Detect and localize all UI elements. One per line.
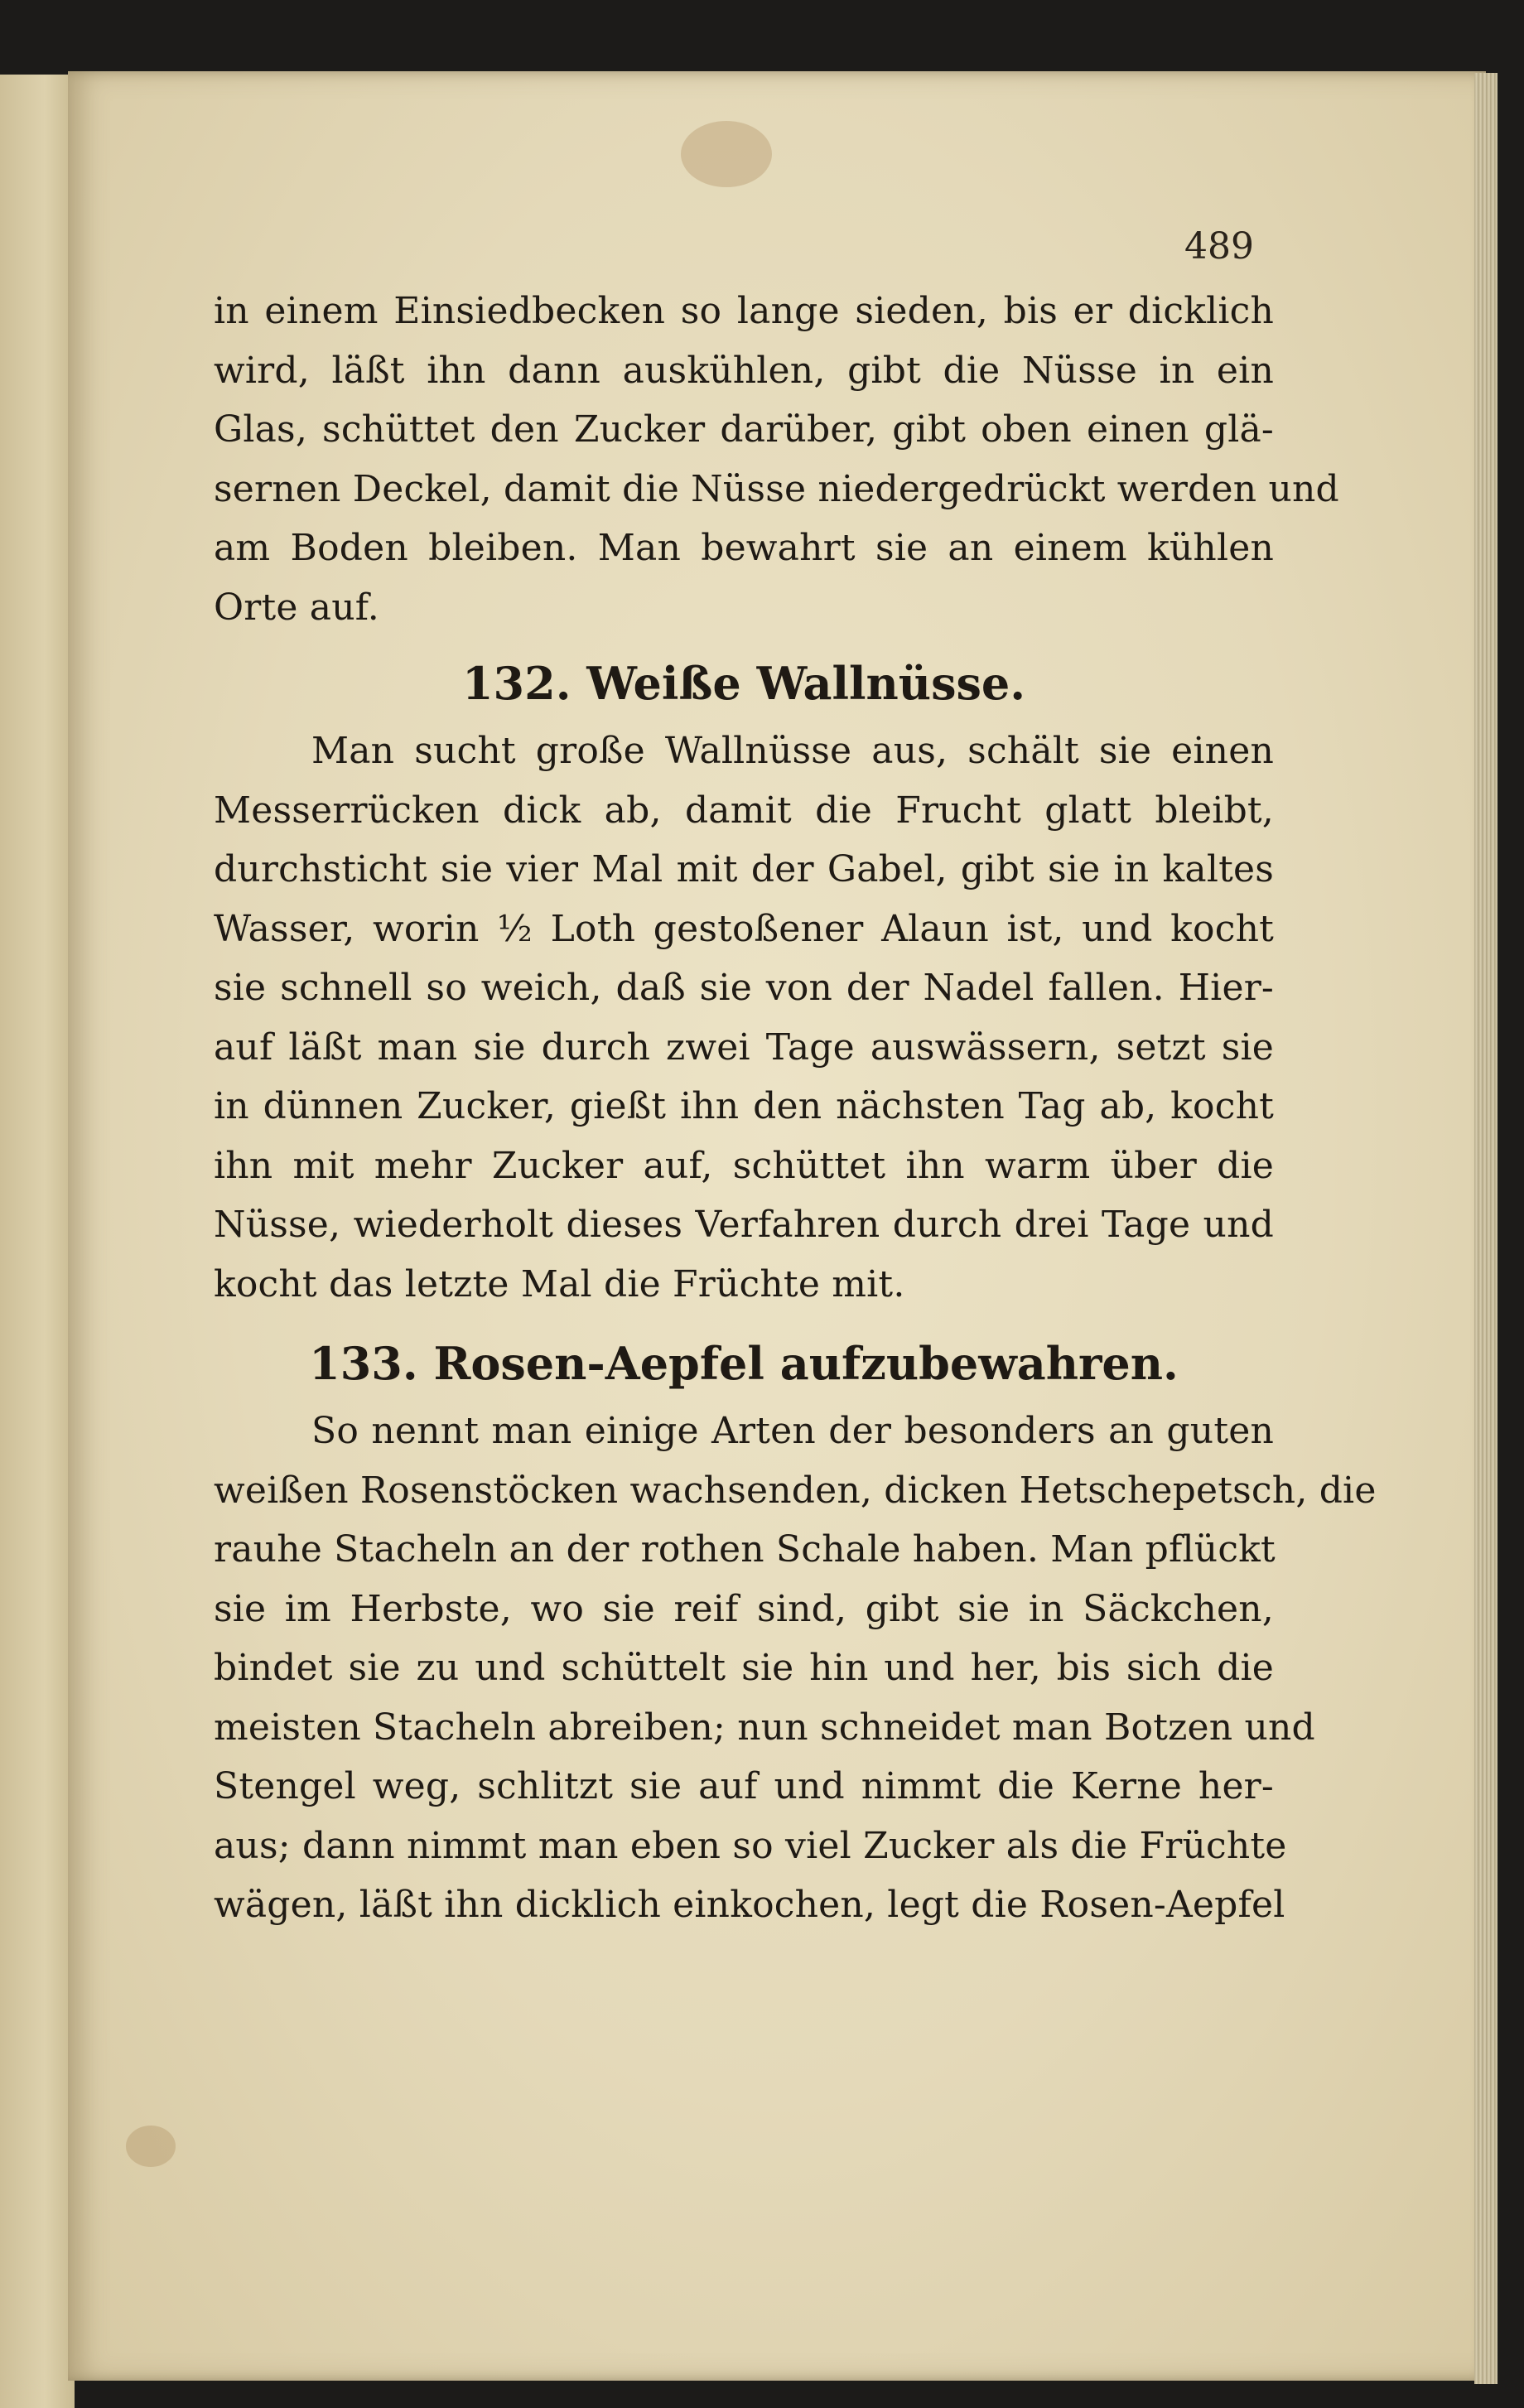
- text-line: Nüsse, wiederholt dieses Verfahren durch drei Tage und: [214, 1204, 1274, 1246]
- text-line: ihn mit mehr Zucker auf, schüttet ihn warm über die: [214, 1144, 1274, 1187]
- text-line: Wasser, worin ½ Loth gestoßener Alaun ist, und kocht: [214, 907, 1274, 950]
- text-line: aus; dann nimmt man eben so viel Zucker als die Früchte: [214, 1824, 1287, 1867]
- text-line: wägen, läßt ihn dicklich einkochen, legt die Rosen-Aepfel: [214, 1884, 1285, 1926]
- text-line: sernen Deckel, damit die Nüsse niedergedrückt werden und: [214, 467, 1339, 510]
- text-line: auf läßt man sie durch zwei Tage auswässern, setzt sie: [214, 1025, 1274, 1069]
- text-line: in einem Einsiedbecken so lange sieden, bis er dicklich: [214, 290, 1274, 332]
- text-line: rauhe Stacheln an der rothen Schale haben. Man pflückt: [214, 1528, 1276, 1571]
- text-line: weißen Rosenstöcken wachsenden, dicken Hetschepetsch, die: [214, 1469, 1377, 1512]
- text-line: wird, läßt ihn dann auskühlen, gibt die Nüsse in ein: [214, 349, 1274, 392]
- text-line: Messerrücken dick ab, damit die Frucht glatt bleibt,: [214, 789, 1274, 832]
- text-line: meisten Stacheln abreiben; nun schneidet man Botzen und: [214, 1706, 1315, 1749]
- text-line: Man sucht große Wallnüsse aus, schält sie einen: [311, 730, 1274, 772]
- text-line: in dünnen Zucker, gießt ihn den nächsten Tag ab, kocht: [214, 1085, 1274, 1127]
- text-line: So nennt man einige Arten der besonders an guten: [311, 1410, 1274, 1452]
- section-heading: 132. Weiße Wallnüsse.: [461, 657, 1026, 710]
- recipe-133: [214, 1325, 1377, 1935]
- page-number: 489: [1184, 225, 1254, 268]
- text-line: bindet sie zu und schüttelt sie hin und her, bis sich die: [214, 1647, 1274, 1689]
- text-line: sie im Herbste, wo sie reif sind, gibt sie in Säckchen,: [214, 1587, 1274, 1630]
- text-line: durchsticht sie vier Mal mit der Gabel, gibt sie in kaltes: [214, 848, 1274, 890]
- paper-stain: [126, 2126, 176, 2167]
- intro-paragraph: [214, 282, 1339, 637]
- text-line: kocht das letzte Mal die Früchte mit.: [214, 1262, 905, 1305]
- text-line: Stengel weg, schlitzt sie auf und nimmt die Kerne her-: [214, 1765, 1274, 1807]
- page-block-edge: [1474, 73, 1497, 2384]
- text-line: Orte auf.: [214, 586, 379, 629]
- section-heading: 133. Rosen-Aepfel aufzubewahren.: [309, 1337, 1179, 1390]
- recipe-132: [214, 645, 1274, 1314]
- text-line: Glas, schüttet den Zucker darüber, gibt oben einen glä-: [214, 408, 1274, 451]
- paper-stain: [681, 121, 772, 187]
- text-line: sie schnell so weich, daß sie von der Nadel fallen. Hier-: [214, 967, 1274, 1009]
- left-page-edge: [0, 75, 75, 2408]
- page-text: [214, 282, 1377, 1935]
- text-line: am Boden bleiben. Man bewahrt sie an einem kühlen: [214, 527, 1274, 569]
